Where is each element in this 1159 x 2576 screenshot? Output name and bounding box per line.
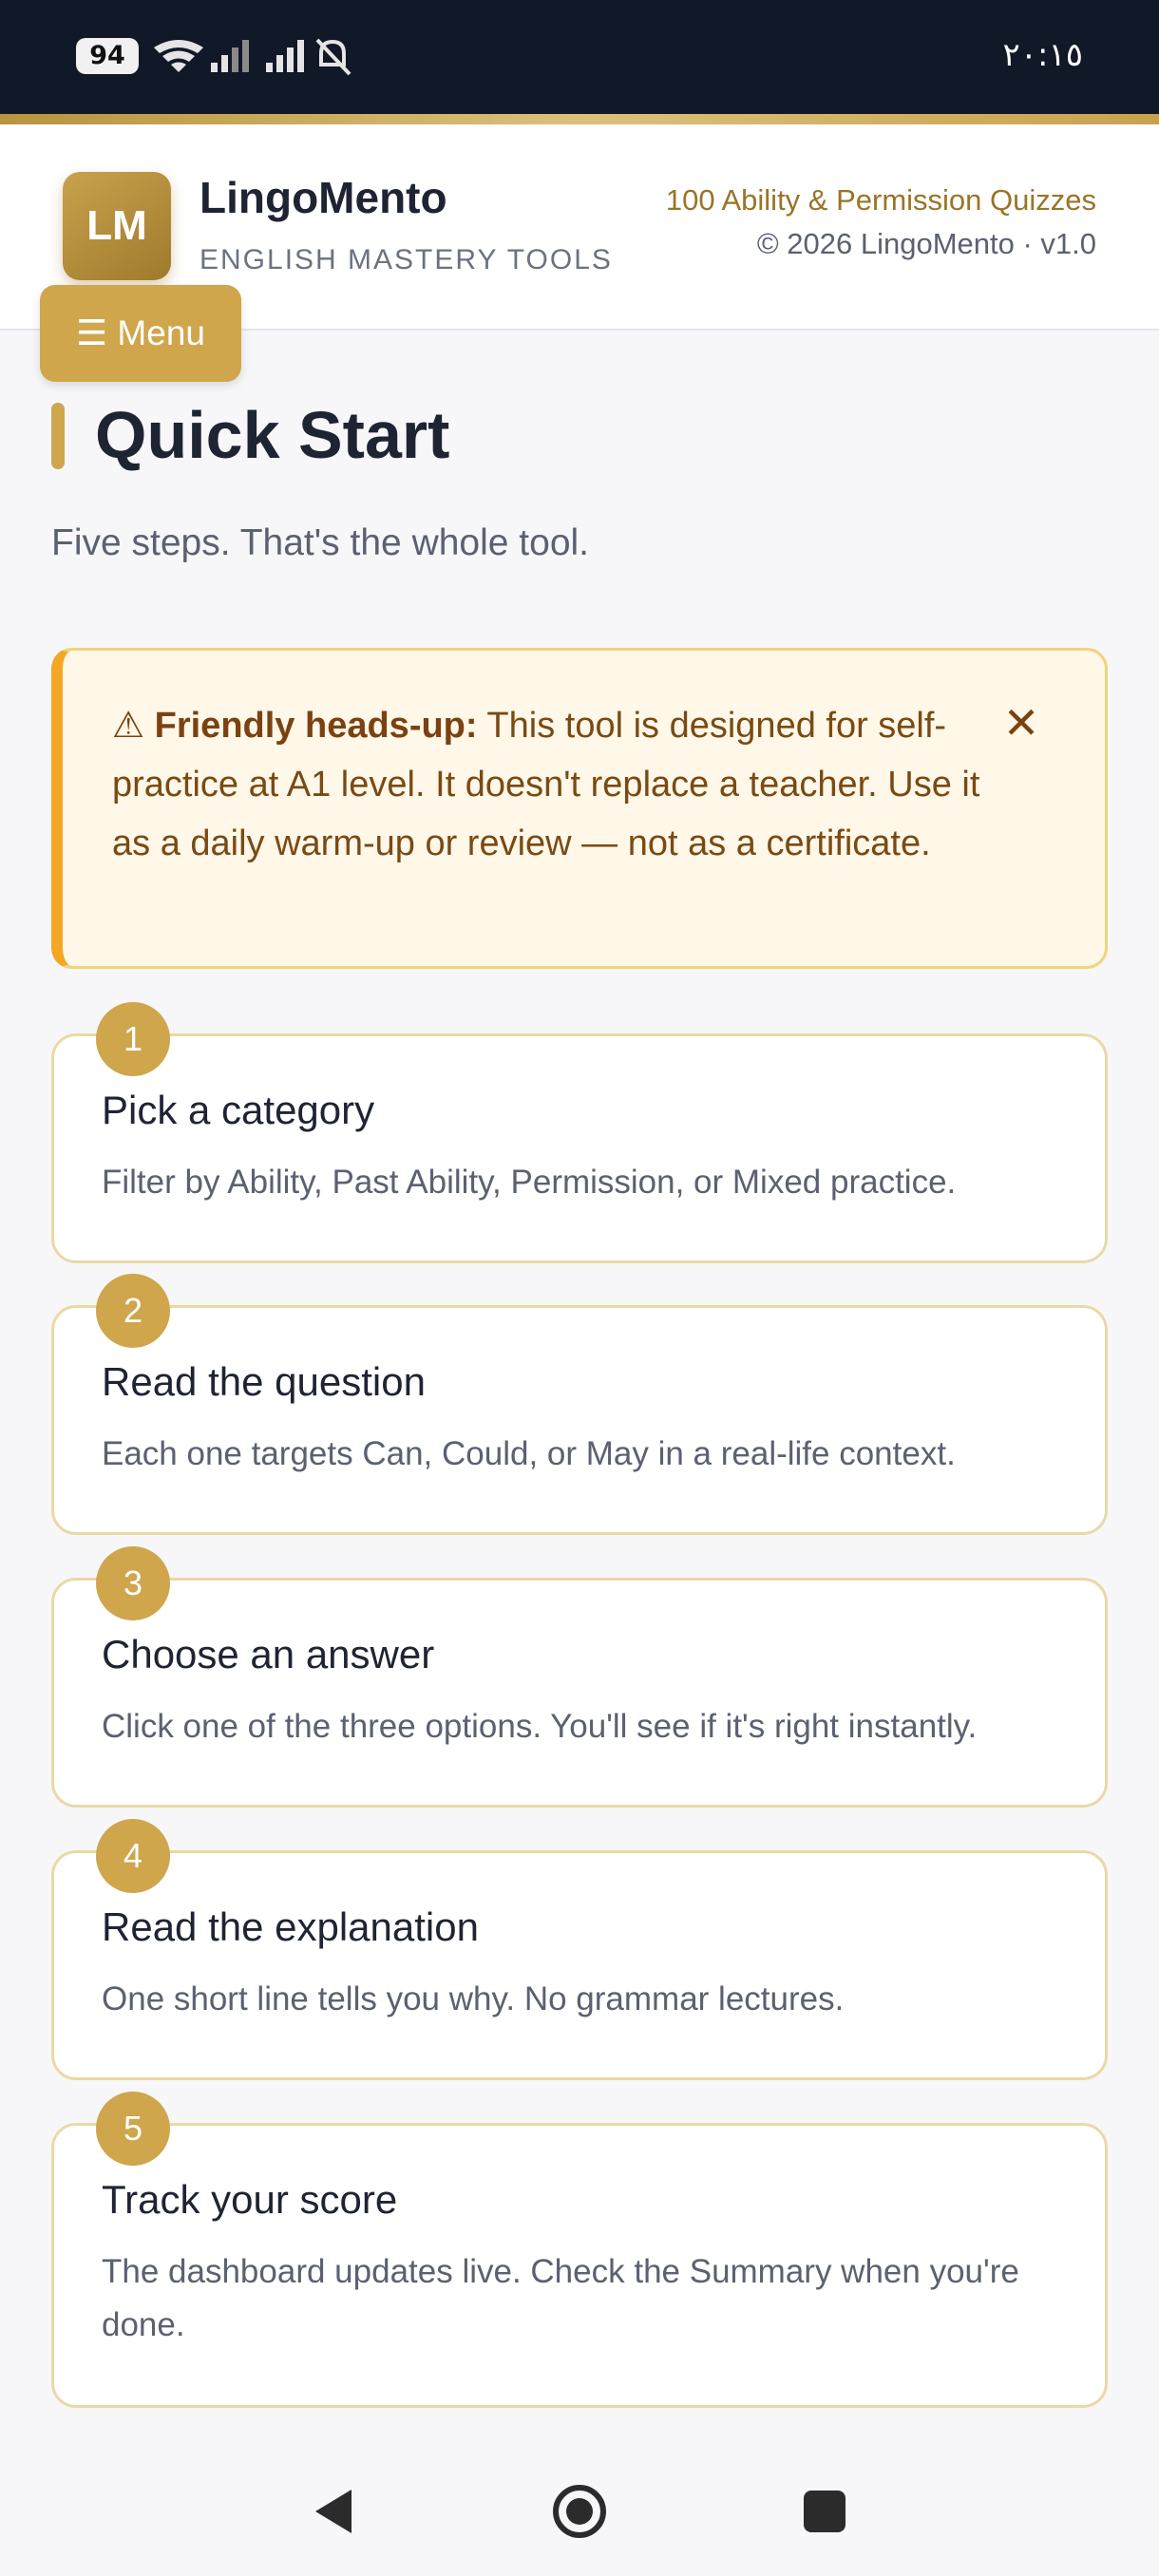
step-number-badge: 1 (96, 1002, 170, 1076)
step-description: Each one targets Can, Could, or May in a real-life context. (102, 1435, 956, 1472)
step-description: The dashboard updates live. Check the Summary when you're done. (102, 2253, 1019, 2343)
step-title: Pick a category (102, 1088, 375, 1132)
step-card (51, 1563, 1108, 1808)
notice-label: ⚠ Friendly heads-up: (112, 706, 478, 746)
wifi-icon (154, 40, 203, 72)
home-icon[interactable] (551, 2483, 608, 2540)
app-logo: LM (63, 172, 171, 280)
accent-strip (0, 114, 1159, 124)
step-card (51, 1836, 1108, 2080)
brand-tagline: ENGLISH MASTERY TOOLS (200, 244, 613, 275)
page-title: Quick Start (51, 399, 449, 471)
status-bar (0, 0, 1159, 114)
close-icon[interactable]: ✕ (1002, 698, 1040, 748)
step-number-badge: 4 (96, 1819, 170, 1893)
step-number-badge: 2 (96, 1274, 170, 1348)
step-description: Click one of the three options. You'll see if it's right instantly. (102, 1708, 978, 1745)
status-clock: ٢٠:١٥ (1002, 36, 1083, 74)
brand-name: LingoMento (200, 173, 447, 222)
menu-button[interactable]: ☰ Menu (40, 285, 241, 382)
recent-apps-icon[interactable] (804, 2491, 846, 2532)
page-subtitle: Five steps. That's the whole tool. (51, 522, 590, 563)
copyright-text: © 2026 LingoMento · v1.0 (756, 227, 1096, 260)
cellular-signal-icon (211, 40, 249, 72)
step-title: Track your score (102, 2177, 398, 2222)
tool-title: 100 Ability & Permission Quizzes (665, 183, 1096, 217)
step-title: Choose an answer (102, 1632, 435, 1676)
step-card (51, 1019, 1108, 1263)
step-number-badge: 5 (96, 2092, 170, 2166)
cellular-signal-2-icon (266, 40, 304, 72)
battery-indicator: 94 (76, 38, 139, 74)
header-info (666, 183, 1096, 261)
step-description: Filter by Ability, Past Ability, Permission, or Mixed practice. (102, 1164, 957, 1201)
back-icon[interactable] (310, 2486, 357, 2537)
step-card (51, 1291, 1108, 1535)
notice-text: This tool is designed for self-practice at A1 level. It doesn't replace a teacher. Use it as a daily warm-up or review — not as a certificate. (112, 706, 980, 863)
mute-bell-icon (317, 40, 350, 74)
system-nav-bar (0, 2451, 1159, 2576)
signal-icons (152, 32, 370, 80)
heads-up-notice (51, 648, 1108, 969)
step-description: One short line tells you why. No grammar lectures. (102, 1980, 845, 2017)
step-card (51, 2109, 1108, 2408)
step-title: Read the question (102, 1359, 426, 1404)
step-title: Read the explanation (102, 1904, 479, 1949)
step-number-badge: 3 (96, 1546, 170, 1620)
